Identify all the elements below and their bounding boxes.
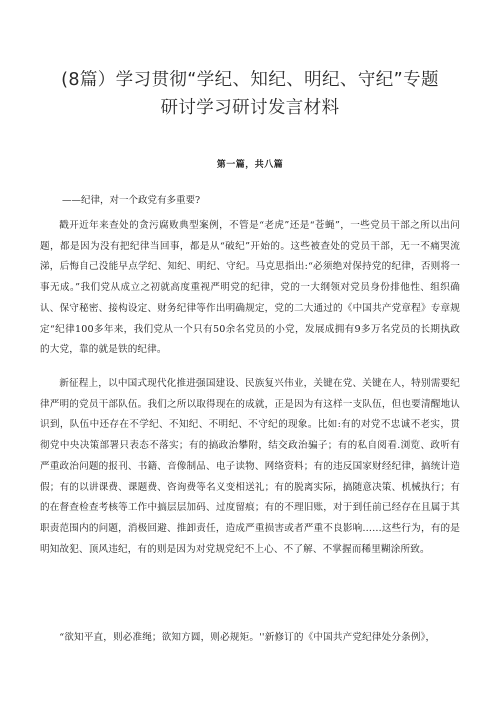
document-title <box>40 66 460 122</box>
paragraph-1: 戳开近年来查处的贪污腐败典型案例，不管是“老虎”还是“苍蝇”，一些党员干部之所以出问题，都是因为没有把纪律当回事，都是从“破纪”开始的。这些被查处的党员干部，无一不痛哭流涕，后悔自己没能早点学纪、知纪、明纪、守纪。马克思指出:“必须绝对保持党的纪律，否则将一事无成。”我们党从成立之初就高度重视严明党的纪律，党的一大纲领对党员身份排他性、组织确认、保守秘密、接构设定、财务纪律等作出明确规定，党的二大通过的《中国共产党章程》专章规定“纪律100多年来，我们党从一个只有50余名党员的小党，发展成拥有9多万名党员的长期执政的大党，靠的就是铁的纪律。 <box>40 220 460 356</box>
paragraph-3: “欲知平直，则必准绳；欲知方圆，则必规矩。''新修订的《中国共产党纪律处分条例》， <box>59 632 436 643</box>
section-question: ——纪律，对一个政党有多重要? <box>62 195 201 206</box>
title-line-1: (8篇）学习贯彻“学纪、知纪、明纪、守纪”专题 <box>61 70 439 90</box>
title-line-2: 研讨学习研讨发言材料 <box>160 98 340 118</box>
paragraph-2: 新征程上，以中国式现代化推进强国建设、民族复兴伟业，关键在党、关键在人，特别需要纪律严明的党员干部队伍。我们之所以取得现在的成就，正是因为有这样一支队伍，但也要清醒地认识到，队伍中还存在不学纪、不知纪、不明纪、不守纪的现象。比如:有的对党不忠诚不老实，贯彻党中央决策部署只表态不落实；有的搞政治攀附，结交政治骗子；有的私自阅看.浏览、政听有严重政治问题的报刊、书籍、音像制品、电子读物、网络资料；有的违反国家财经纪律，搞统计造假；有的以讲课费、课题费、咨询费等名义变相送礼；有的脱离实际，搞随意决策、机械执行；有的在督查检查考核等工作中搞层层加码、过度留痕；有的不理旧账，对于到任前已经存在且属于其职责范围内的问题，消极回避、推卸责任，造成严重损害或者严重不良影响……这些行为，有的是明知故犯、顶风违纪，有的则是因为对党规党纪不上心、不了解、不掌握而稀里糊涂所致。 <box>40 378 460 555</box>
section-subtitle: 第一篇，共八篇 <box>216 160 284 170</box>
